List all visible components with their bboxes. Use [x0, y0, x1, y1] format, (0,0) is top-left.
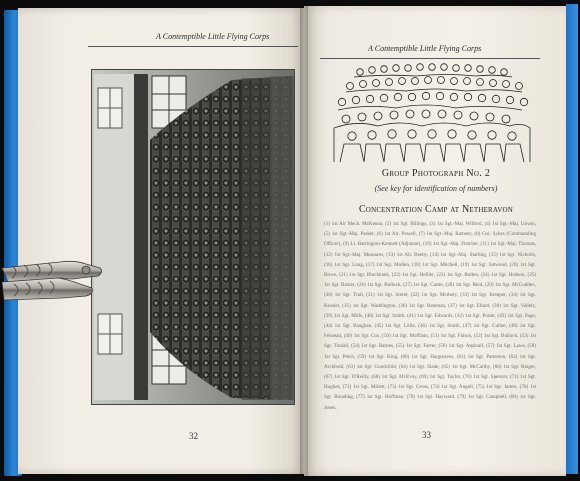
- book-gutter: [300, 6, 308, 476]
- group-key-sketch: [326, 62, 532, 162]
- left-running-head: A Contemptible Little Flying Corps: [156, 32, 270, 41]
- left-page-number: 32: [189, 431, 198, 441]
- caption-subtitle: (See key for identification of numbers): [374, 184, 498, 193]
- caption-title: Group Photograph No. 2: [381, 168, 491, 179]
- right-page-number: 33: [422, 430, 431, 440]
- bookmark-clip: [0, 258, 104, 302]
- section-title: Concentration Camp at Netheravon: [358, 204, 514, 215]
- group-key-sketch-drawing: [326, 62, 532, 162]
- book-cover-right-edge: [566, 4, 578, 474]
- group-photograph-image: [92, 70, 294, 404]
- right-running-head: A Contemptible Little Flying Corps: [368, 44, 482, 53]
- group-photograph: [92, 70, 294, 404]
- bookmark-clip-drawing: [0, 258, 104, 302]
- names-key-paragraph: (1) 1st Air Mech. McKenna, (2) 1st Sgt. Billings, (3) 1st Sgt.-Maj. Wilford, (4) 1st Sgt.-Maj. Unwin, (5) 1st Sgt.-Maj. Parker, (6) 1st Air. Powell, (7) 1st Sgt.-Maj. Ramsey, (8) Col. Sykes (Commanding Officer), (9) Lt. Barrington-Kennett (Adjutant), (10) 1st Sgt.-Maj. Fletcher, (11) 1st Sgt.-Maj. Thomas, (12) 1st Sgt.-Maj. Measures, (13) 1st Air. Beeby, (14) 1st Sgt.-Maj. Starling, (15) 1st Sgt. Nicholls, (16) 1st Sgt. Long, (17) 1st Sgt. Mullen, (18) 1st Sgt. Mitchell, (19) 1st Sgt. Satwood, (20) 1st Sgt. Bruce, (21) 1st Sgt. Blockbank, (22) 1st Sgt. Hellier, (23) 1st Sgt. Bullen, (24) 1st Sgt. Hodson, (25) 1st Sgt. Baxter, (26) 1st Sgt. Bullock, (27) 1st Sgt. Carter, (28) 1st Sgt. Reid, (29) 1st Sgt. McCudden, (30) 1st Sgt. Trail, (31) 1st Sgt. Street, (32) 1st Sgt. Mcthery, (33) 1st Sgt. Kemper, (34) 1st Sgt. Kessler, (35) 1st Sgt. Waddington, (36) 1st Sgt. Bateman, (37) 1st Sgt. Ellard, (38) 1st Sgt. Vallely, (39) 1st Sgt. Mills, (40) 1st Sgt. Smith, (41) 1st Sgt. Edwards, (42) 1st Sgt. Porter, (43) 1st Sgt. Page, (44) 1st Sgt. Baughan, (45) 1st Sgt. Little, (46) 1st Sgt. Smith, (47) 1st Sgt. Cullen, (48) 1st Sgt. Felstead, (49) 1st Sgt. Cox, (50) 1st Sgt. Moffram, (51) 1st Sgt. Fulton, (52) 1st Sgt. Bullock, (53) 1st Sgt. Tindall, (54) 1st Sgt. Barnes, (55) 1st Sgt. Farrer, (56) 1st Sgt. Aspinall, (57) 1st Sgt. Laws, (58) 1st Sgt. Petch, (59) 1st Sgt. King, (60) 1st Sgt. Hargreaves, (61) 1st Sgt. Patterson, (62) 1st Sgt. Archbold, (63) 1st Sgt. Goodchild, (64) 1st Sgt. Slade, (65) 1st Sgt. McCarthy, (66) 1st Sgt. Ringer, (67) 1st Sgt. O'Reilly, (68) 1st Sgt. McEvoy, (69) 1st Sgt. Taylor, (70) 1st Sgt. Spencer, (71) 1st Sgt. Hughes, (72) 1st Sgt. Millett, (73) 1st Sgt. Gross, (74) 1st Sgt. Angell, (75) 1st Sgt. James, (76) 1st Sgt. Breading, (77) 1st Sgt. Hoffman, (78) 1st Sgt. Hayward, (79) 1st Sgt. Campbell, (80) 1st Sgt. Jones.: [324, 221, 536, 411]
- left-header-rule: [88, 46, 298, 47]
- right-header-rule: [320, 58, 540, 59]
